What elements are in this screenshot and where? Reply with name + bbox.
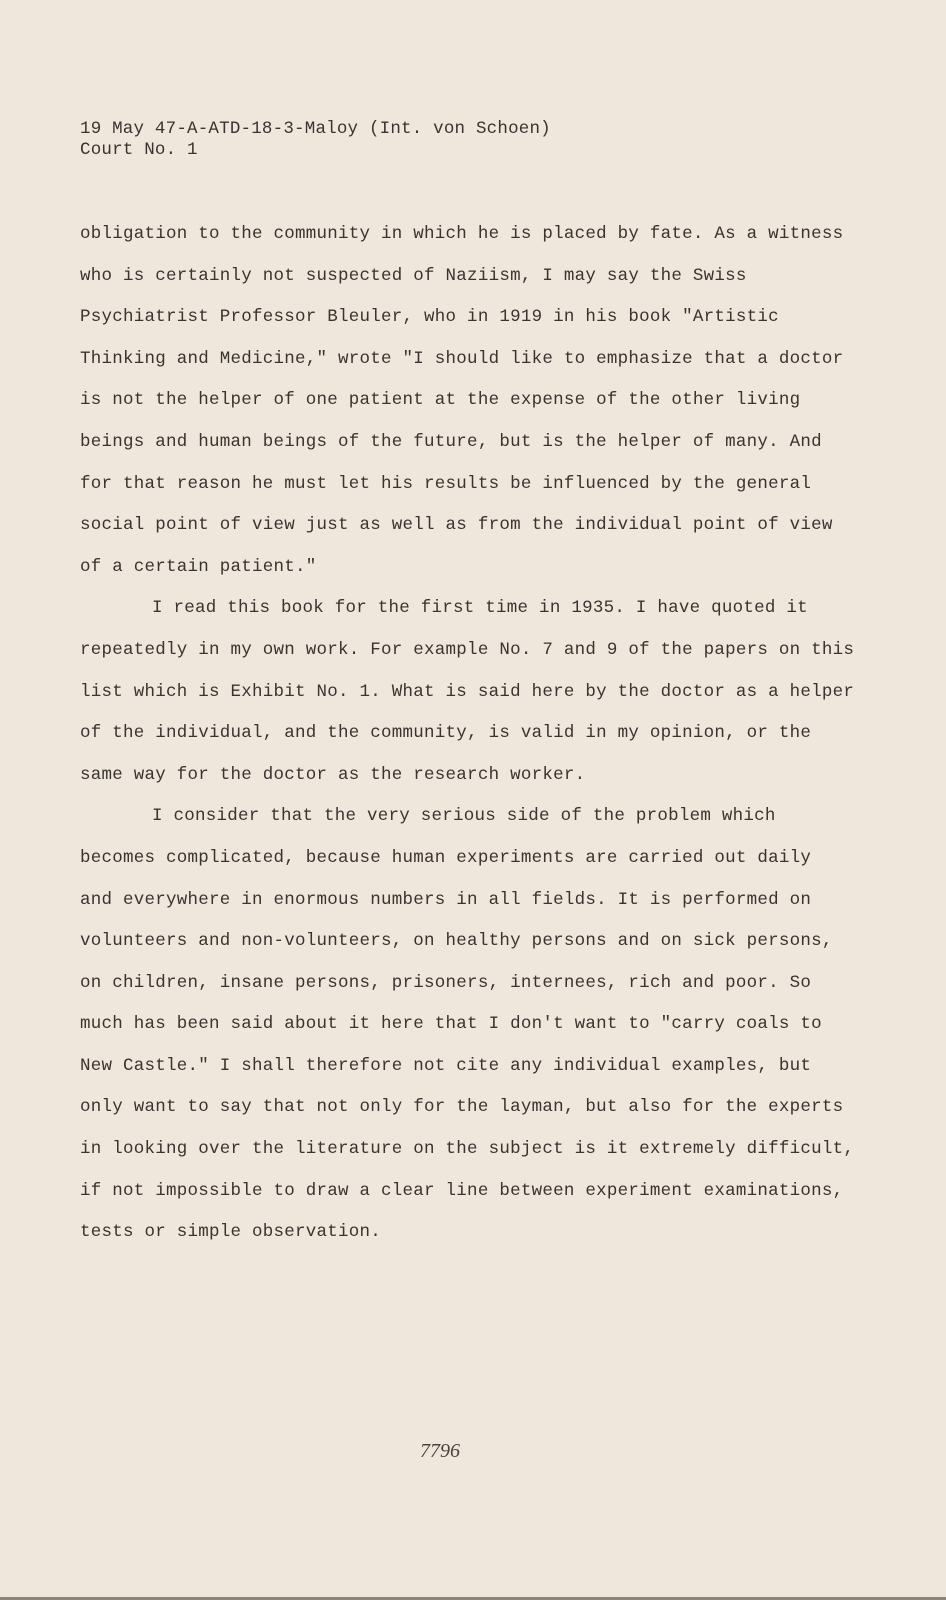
text-line: beings and human beings of the future, but is the helper of many. And [80, 431, 822, 452]
text-line: much has been said about it here that I don't want to "carry coals to [80, 1014, 822, 1035]
text-line: in looking over the literature on the subject is it extremely difficult, [80, 1139, 855, 1160]
text-line: Psychiatrist Professor Bleuler, who in 1919 in his book "Artistic [80, 307, 779, 328]
text-line: social point of view just as well as from the individual point of view [80, 515, 833, 536]
text-line: repeatedly in my own work. For example No. 7 and 9 of the papers on this [80, 639, 855, 660]
text-line: who is certainly not suspected of Naziism, I may say the Swiss [80, 265, 747, 286]
text-line: same way for the doctor as the research worker. [80, 764, 586, 785]
text-line: obligation to the community in which he is placed by fate. As a witness [80, 224, 844, 244]
text-line: volunteers and non-volunteers, on healthy persons and on sick persons, [80, 931, 833, 952]
text-line: and everywhere in enormous numbers in all fields. It is performed on [80, 889, 812, 910]
paragraph-start-line: I read this book for the first time in 1935. I have quoted it [152, 598, 808, 619]
text-line: of the individual, and the community, is valid in my opinion, or the [80, 723, 812, 744]
text-line: if not impossible to draw a clear line between experiment examinations, [80, 1180, 844, 1201]
text-line: only want to say that not only for the layman, but also for the experts [80, 1097, 844, 1118]
text-line: becomes complicated, because human experiments are carried out daily [80, 847, 812, 868]
text-line: list which is Exhibit No. 1. What is said here by the doctor as a helper [80, 681, 855, 702]
testimony-text [80, 222, 880, 1262]
header-court-line: Court No. 1 [80, 140, 198, 160]
text-line: New Castle." I shall therefore not cite any individual examples, but [80, 1055, 812, 1076]
page-number: 7796 [420, 1440, 460, 1462]
text-line: on children, insane persons, prisoners, internees, rich and poor. So [80, 972, 812, 993]
text-line: for that reason he must let his results be influenced by the general [80, 473, 812, 494]
header-reference-line: 19 May 47-A-ATD-18-3-Maloy (Int. von Schoen) [80, 119, 551, 139]
text-line: is not the helper of one patient at the expense of the other living [80, 390, 801, 411]
text-line: of a certain patient." [80, 556, 317, 577]
paragraph-start-line: I consider that the very serious side of the problem which [152, 806, 776, 827]
document-header [80, 119, 551, 161]
text-line: Thinking and Medicine," wrote "I should like to emphasize that a doctor [80, 348, 844, 369]
text-line: tests or simple observation. [80, 1222, 382, 1243]
